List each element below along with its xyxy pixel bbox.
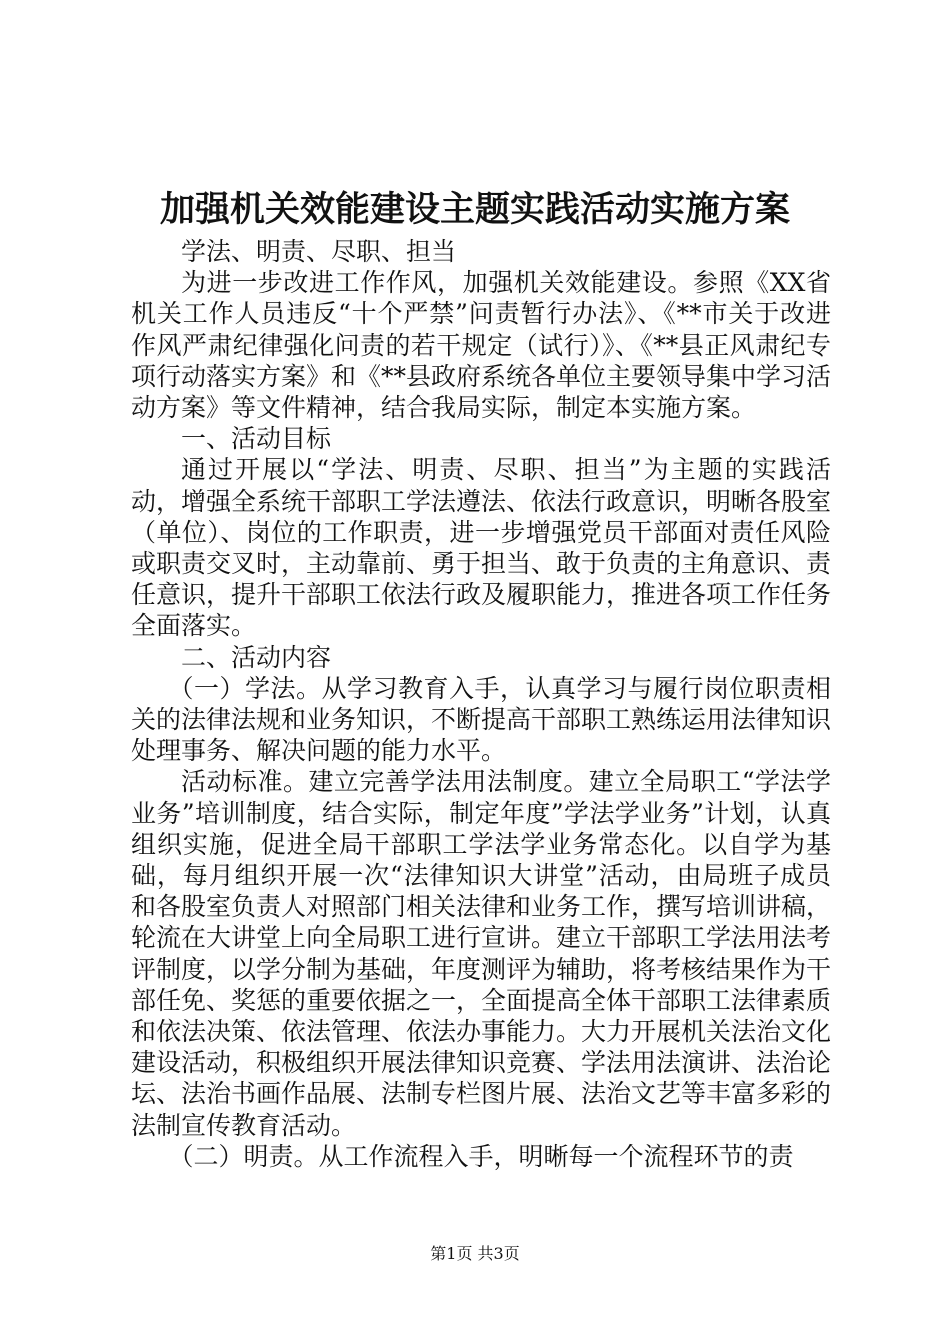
document-body	[131, 236, 831, 1172]
section-heading-content: 二、活动内容	[181, 642, 332, 672]
paragraph-study-law: （一）学法。从学习教育入手，认真学习与履行岗位职责相关的法律法规和业务知识，不断提高干部职工熟练运用法律知识处理事务、解决问题的能力水平。	[131, 673, 832, 766]
paragraph-clarify-duty: （二）明责。从工作流程入手，明晰每一个流程环节的责	[168, 1141, 794, 1171]
paragraph-goals: 通过开展以“学法、明责、尽职、担当”为主题的实践活动，增强全系统干部职工学法遵法、依法行政意识，明晰各股室（单位）、岗位的工作职责，进一步增强党员干部面对责任风险或职责交叉时，主动靠前、勇于担当、敢于负责的主角意识、责任意识，提升干部职工依法行政及履职能力，推进各项工作任务全面落实。	[131, 455, 832, 641]
page-footer: 第1页 共3页	[430, 1244, 520, 1263]
paragraph-theme: 学法、明责、尽职、担当	[181, 237, 457, 266]
document-title: 加强机关效能建设主题实践活动实施方案	[159, 189, 790, 230]
section-heading-goals: 一、活动目标	[181, 424, 332, 454]
paragraph-intro: 为进一步改进工作作风，加强机关效能建设。参照《XX省机关工作人员违反“十个严禁”问责暂行办法》、《**市关于改进作风严肃纪律强化问责的若干规定（试行）》、《**县正风肃纪专项行动落实方案》和《**县政府系统各单位主要领导集中学习活动方案》等文件精神，结合我局实际，制定本实施方案。	[131, 268, 832, 423]
paragraph-activity-standard: 活动标准。建立完善学法用法制度。建立全局职工“学法学业务”培训制度，结合实际，制定年度”学法学业务”计划，认真组织实施，促进全局干部职工学法学业务常态化。以自学为基础，每月组织开展一次“法律知识大讲堂”活动，由局班子成员和各股室负责人对照部门相关法律和业务工作，撰写培训讲稿，轮流在大讲堂上向全局职工进行宣讲。建立干部职工学法用法考评制度，以学分制为基础，年度测评为辅助，将考核结果作为干部任免、奖惩的重要依据之一，全面提高全体干部职工法律素质和依法决策、依法管理、依法办事能力。大力开展机关法治文化建设活动，积极组织开展法律知识竞赛、学法用法演讲、法治论坛、法治书画作品展、法制专栏图片展、法治文艺等丰富多彩的法制宣传教育活动。	[131, 767, 832, 1140]
